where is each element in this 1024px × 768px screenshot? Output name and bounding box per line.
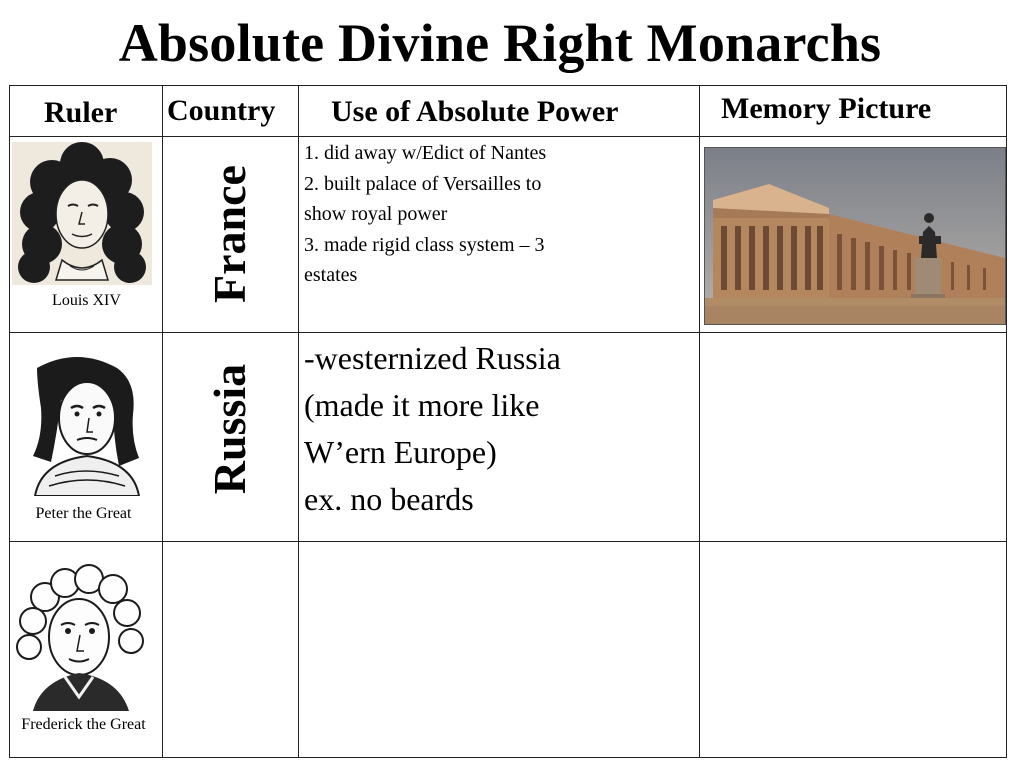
power-item: ex. no beards bbox=[304, 481, 474, 517]
power-item: 1. did away w/Edict of Nantes bbox=[304, 142, 547, 164]
frederick-the-great-portrait-icon bbox=[15, 561, 145, 711]
power-item: -westernized Russia bbox=[304, 340, 561, 376]
power-list-louis-xiv bbox=[304, 138, 546, 291]
power-item: W’ern Europe) bbox=[304, 434, 497, 470]
power-item: 3. made rigid class system – 3 bbox=[304, 233, 545, 256]
peter-the-great-portrait-icon bbox=[15, 348, 150, 496]
power-item: 2. built palace of Versailles to bbox=[304, 172, 542, 195]
versailles-palace-photo bbox=[704, 147, 1006, 325]
power-item: estates bbox=[304, 264, 358, 286]
country-france: France bbox=[204, 165, 255, 303]
power-list-peter-the-great bbox=[304, 335, 561, 523]
header-memory-picture: Memory Picture bbox=[721, 92, 932, 125]
country-russia: Russia bbox=[204, 363, 255, 495]
power-item: show royal power bbox=[304, 203, 448, 225]
header-country: Country bbox=[167, 94, 276, 127]
header-power: Use of Absolute Power bbox=[331, 95, 619, 128]
header-ruler: Ruler bbox=[44, 96, 118, 129]
ruler-caption-frederick-the-great: Frederick the Great bbox=[21, 716, 146, 733]
louis-xiv-portrait-icon bbox=[12, 142, 152, 285]
ruler-caption-louis-xiv: Louis XIV bbox=[52, 292, 121, 309]
slide-title: Absolute Divine Right Monarchs bbox=[118, 13, 882, 73]
ruler-caption-peter-the-great: Peter the Great bbox=[35, 505, 132, 522]
monarchs-table bbox=[9, 85, 1007, 758]
power-item: (made it more like bbox=[304, 387, 540, 423]
